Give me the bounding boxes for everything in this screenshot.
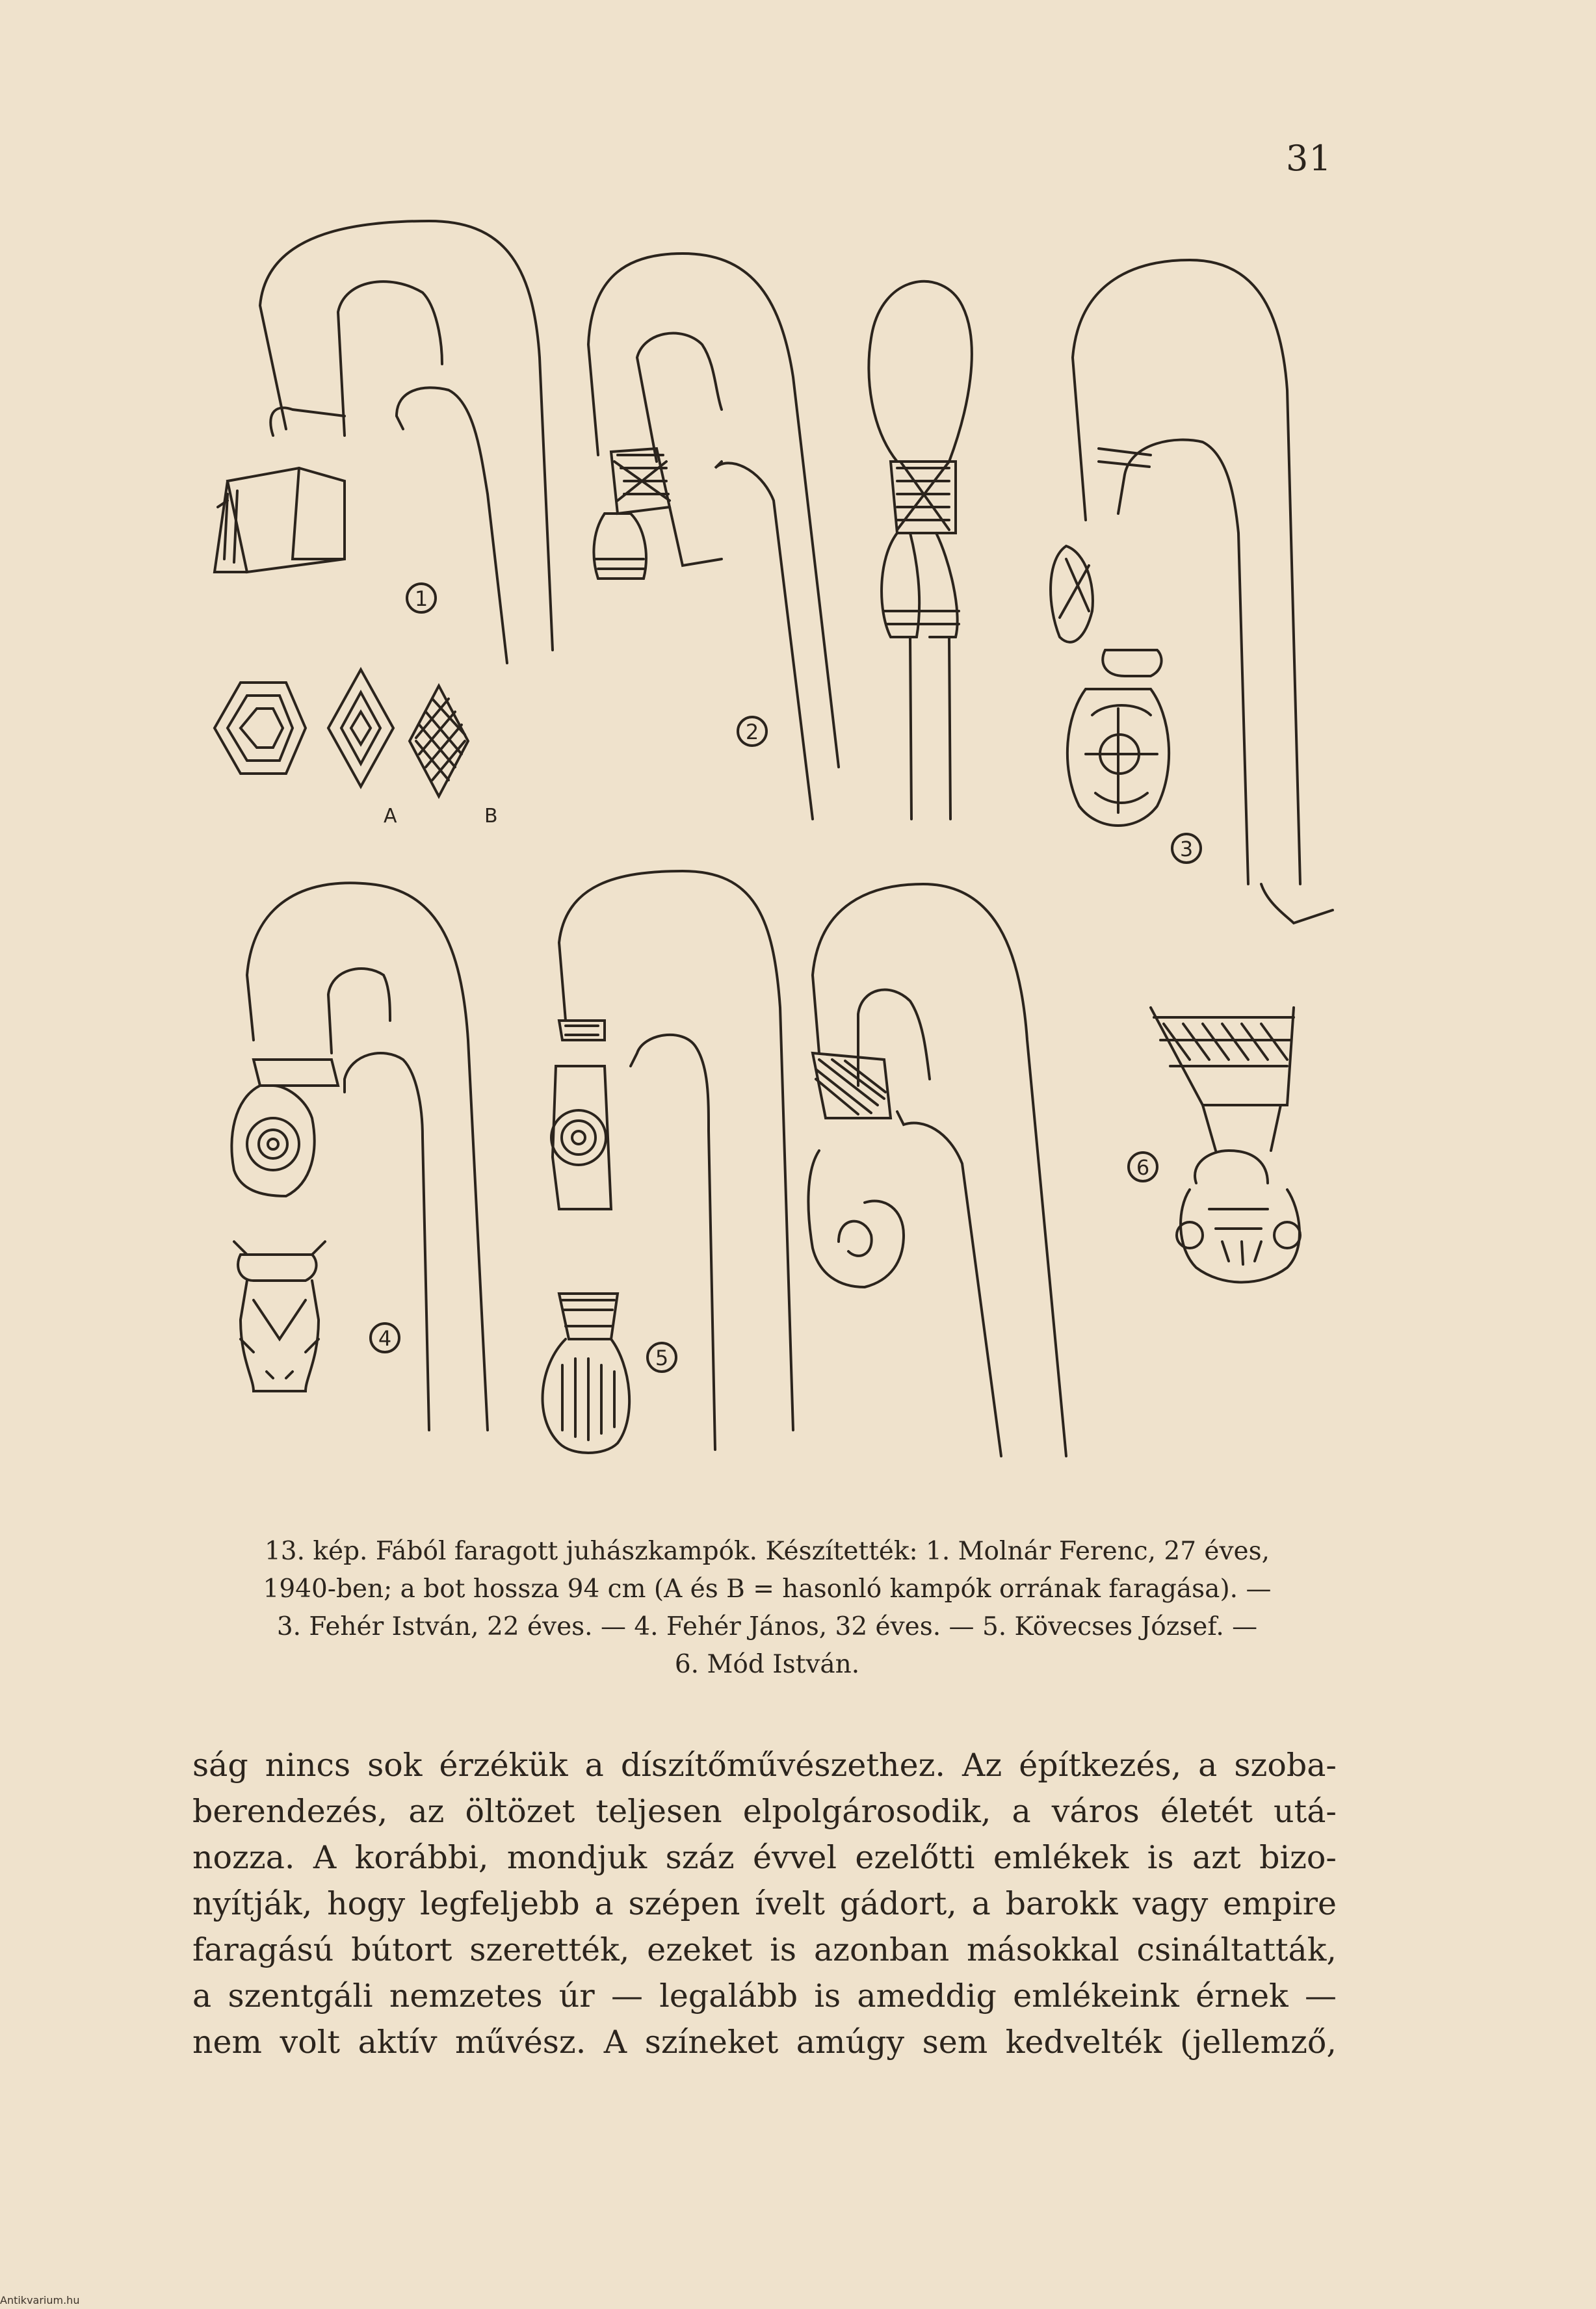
body-line: ság nincs sok érzékük a díszítőművészethez. Az építkezés, a szoba-: [192, 1747, 1337, 1784]
label-2: 2: [745, 720, 759, 744]
body-line: faragású bútort szerették, ezeket is azonban másokkal csináltatták,: [192, 1931, 1337, 1968]
nose-carving-a-b: [215, 670, 468, 796]
caption-line: 3. Fehér István, 22 éves. — 4. Fehér János, 32 éves. — 5. Kövecses József. —: [276, 1612, 1258, 1641]
figure-caption: [195, 1533, 1339, 1684]
shepherd-crook-illustration: [189, 195, 1339, 1528]
caption-line: 1940-ben; a bot hossza 94 cm (A és B = hasonló kampók orrának faragása). —: [263, 1574, 1272, 1604]
page-number: 31: [1286, 138, 1332, 179]
body-paragraph: [192, 1742, 1337, 2065]
label-a: A: [384, 805, 397, 828]
crook-6-drawing: [1151, 1008, 1300, 1283]
watermark: Antikvarium.hu: [0, 2294, 80, 2306]
body-line: nyítják, hogy legfeljebb a szépen ívelt gádort, a barokk vagy empire: [192, 1885, 1337, 1922]
caption-line: 6. Mód István.: [674, 1650, 860, 1679]
crook-2b-drawing: [869, 281, 971, 819]
body-line: a szentgáli nemzetes úr — legalább is ameddig emlékeink érnek —: [192, 1977, 1337, 2015]
crook-3-drawing: [1051, 260, 1333, 923]
label-b: B: [484, 805, 498, 828]
body-line: nozza. A korábbi, mondjuk száz évvel ezelőtti emlékek is azt bizo-: [192, 1839, 1337, 1876]
label-1: 1: [414, 586, 428, 611]
crook-1-drawing: [215, 221, 553, 663]
crook-2-drawing: [588, 254, 839, 819]
body-line: nem volt aktív művész. A színeket amúgy sem kedvelték (jellemző,: [192, 2024, 1337, 2061]
crook-4-drawing: [231, 883, 488, 1430]
label-3: 3: [1179, 837, 1194, 861]
label-5: 5: [655, 1346, 669, 1370]
crook-5b-drawing: [808, 884, 1066, 1456]
label-6: 6: [1136, 1155, 1150, 1180]
label-4: 4: [378, 1326, 392, 1351]
caption-line: 13. kép. Fából faragott juhászkampók. Készítették: 1. Molnár Ferenc, 27 éves,: [264, 1537, 1270, 1566]
body-line: berendezés, az öltözet teljesen elpolgárosodik, a város életét utá-: [192, 1793, 1337, 1830]
